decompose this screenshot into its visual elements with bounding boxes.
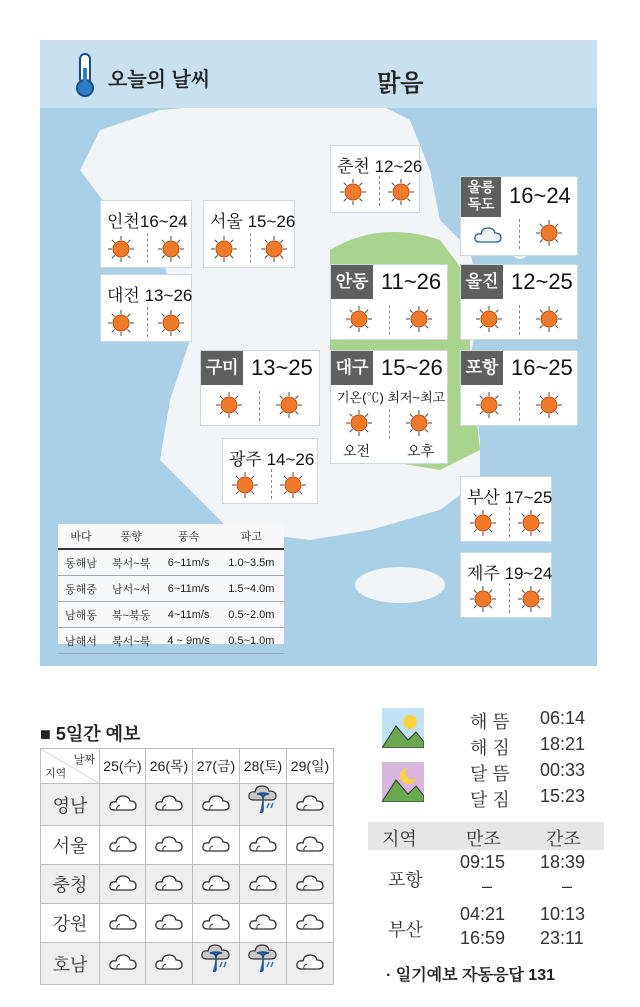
tide-low: 10:13 <box>540 904 586 924</box>
forecast-region: 영남 <box>41 784 100 826</box>
region-name: 대전 <box>107 286 140 305</box>
region-tag: 대구 <box>331 351 373 385</box>
temp-range: 13~25 <box>251 355 313 380</box>
region-card-busan <box>460 476 552 542</box>
sea-row <box>58 628 284 654</box>
divider <box>250 233 251 263</box>
temp-range: 16~24 <box>139 212 188 231</box>
tide-high: 04:21 <box>460 904 506 924</box>
region-card-daejeon <box>100 274 192 342</box>
moonrise-time: 00:33 <box>540 760 586 780</box>
temp-range: 13~26 <box>144 286 193 305</box>
sea-cell: 4 ~ 9m/s <box>158 628 218 654</box>
region-tag: 울릉 독도 <box>461 177 501 217</box>
cloud-icon <box>146 784 193 826</box>
divider <box>379 176 380 206</box>
region-card-pohang <box>460 350 578 426</box>
cloud-icon <box>100 826 146 865</box>
cloud-icon <box>193 784 240 826</box>
sun-icon <box>405 409 433 437</box>
sea-row <box>58 549 284 576</box>
tide-high: 09:15 <box>460 852 506 872</box>
temp-range: 15~26 <box>381 355 443 380</box>
tide-header-region: 지역 <box>382 829 417 849</box>
region-tag: 안동 <box>331 265 373 299</box>
date-header: 28(토) <box>240 749 287 784</box>
temp-range: 17~25 <box>504 488 553 507</box>
divider <box>147 307 148 337</box>
forecast-title: ■ 5일간 예보 <box>40 724 141 744</box>
region-card-gumi <box>200 350 320 426</box>
cloud-icon <box>146 904 193 943</box>
sun-icon <box>387 178 415 206</box>
sun-icon <box>535 219 563 247</box>
sea-row <box>58 602 284 628</box>
cloud-icon <box>100 943 146 985</box>
cloud-icon <box>240 865 287 904</box>
sunrise-icon <box>382 708 424 748</box>
temp-range: 14~26 <box>266 450 315 469</box>
forecast-region: 서울 <box>41 826 100 865</box>
date-header: 27(금) <box>193 749 240 784</box>
tide-high: 16:59 <box>460 928 506 948</box>
sunset-label: 해 짐 <box>470 738 510 758</box>
divider <box>519 305 520 335</box>
forecast-row <box>41 904 334 943</box>
forecast-table <box>40 748 334 985</box>
sun-icon <box>517 509 545 537</box>
sea-cell: 1.0~3.5m <box>219 549 284 576</box>
region-card-jeju <box>460 552 552 618</box>
pm-label: 오후 <box>407 443 435 459</box>
sun-icon <box>345 305 373 333</box>
sea-header: 파고 <box>219 524 284 549</box>
forecast-row <box>41 943 334 985</box>
tide-header-low: 간조 <box>546 829 581 849</box>
temp-range: 12~25 <box>511 269 573 294</box>
divider <box>509 507 510 537</box>
divider <box>389 409 390 439</box>
forecast-region: 강원 <box>41 904 100 943</box>
sun-icon <box>339 178 367 206</box>
sun-icon <box>517 585 545 613</box>
sun-icon <box>231 471 259 499</box>
date-header: 29(일) <box>287 749 334 784</box>
sun-icon <box>475 305 503 333</box>
sun-icon <box>275 391 303 419</box>
sun-icon <box>405 305 433 333</box>
divider <box>519 391 520 421</box>
sea-row <box>58 576 284 602</box>
sun-icon <box>157 235 185 263</box>
divider <box>519 219 520 249</box>
region-tag: 울진 <box>461 265 503 299</box>
tide-region-busan: 부산 <box>388 920 423 940</box>
region-name: 부산 <box>467 488 500 507</box>
temp-range: 12~26 <box>374 157 423 176</box>
region-card-gwangju <box>222 438 318 504</box>
sea-cell: 동해남 <box>58 549 104 576</box>
cloud-icon <box>287 943 334 985</box>
sun-icon <box>107 235 135 263</box>
moonrise-icon <box>382 762 424 802</box>
sea-header: 풍향 <box>104 524 159 549</box>
cloud-icon <box>146 943 193 985</box>
forecast-region: 충청 <box>41 865 100 904</box>
temp-range: 11~26 <box>381 269 442 294</box>
sea-cell: 북서~북 <box>104 628 159 654</box>
divider <box>259 391 260 421</box>
sea-header: 바다 <box>58 524 104 549</box>
cloud-icon <box>287 904 334 943</box>
cloud-icon <box>146 826 193 865</box>
sea-cell: 0.5~2.0m <box>219 602 284 628</box>
region-name: 제주 <box>467 564 500 583</box>
sea-cell: 6~11m/s <box>158 576 218 602</box>
divider <box>509 583 510 613</box>
cloud-icon <box>240 904 287 943</box>
tide-high: – <box>482 876 493 896</box>
sun-icon <box>157 309 185 337</box>
cloud-icon <box>473 223 503 245</box>
region-card-ulleung <box>460 176 578 256</box>
region-name: 춘천 <box>337 157 370 176</box>
region-name: 광주 <box>229 450 262 469</box>
temp-legend-note: 기온(℃) 최저~최고 <box>337 390 446 405</box>
sea-cell: 남서~서 <box>104 576 159 602</box>
cloud-icon <box>287 865 334 904</box>
sun-icon <box>475 391 503 419</box>
cloud-icon <box>287 826 334 865</box>
thermometer-icon <box>72 52 98 98</box>
cloud-icon <box>287 784 334 826</box>
sea-cell: 1.5~4.0m <box>219 576 284 602</box>
forecast-row <box>41 784 334 826</box>
divider <box>389 305 390 335</box>
region-tag: 구미 <box>201 351 243 385</box>
temp-range: 15~26 <box>247 212 296 231</box>
sea-cell: 남해동 <box>58 602 104 628</box>
date-header: 25(수) <box>100 749 146 784</box>
cloud-icon <box>146 865 193 904</box>
corner-bottom-label: 지역 <box>45 768 67 780</box>
corner-cell <box>41 749 100 784</box>
temp-range: 16~25 <box>511 355 573 380</box>
sunset-time: 18:21 <box>540 734 586 754</box>
cloud-icon <box>100 865 146 904</box>
tide-low: – <box>562 876 573 896</box>
forecast-row <box>41 865 334 904</box>
cloud-icon <box>240 826 287 865</box>
sunrise-time: 06:14 <box>540 708 586 728</box>
sun-icon <box>535 391 563 419</box>
tide-low: 23:11 <box>540 928 584 948</box>
divider <box>147 233 148 263</box>
tide-header-high: 만조 <box>466 829 501 849</box>
cloud-icon <box>193 865 240 904</box>
sun-icon <box>469 585 497 613</box>
sea-cell: 북서~북 <box>104 549 159 576</box>
moonset-label: 달 짐 <box>470 790 510 810</box>
region-card-incheon <box>100 200 192 268</box>
sea-cell: 6~11m/s <box>158 549 218 576</box>
sea-cell: 북~북동 <box>104 602 159 628</box>
date-header: 26(목) <box>146 749 193 784</box>
divider <box>271 469 272 499</box>
cloud-icon <box>193 904 240 943</box>
sea-cell: 남해서 <box>58 628 104 654</box>
cloud-icon <box>100 904 146 943</box>
rain-cloud-icon <box>240 784 287 826</box>
sun-icon <box>107 309 135 337</box>
region-card-seoul <box>203 200 295 268</box>
rain-cloud-icon <box>193 943 240 985</box>
sun-icon <box>279 471 307 499</box>
region-card-andong <box>330 264 448 340</box>
footer-hotline: · 일기예보 자동응답 131 <box>386 967 556 984</box>
region-card-chuncheon <box>330 145 423 213</box>
cloud-icon <box>193 826 240 865</box>
sunrise-label: 해 뜸 <box>470 712 510 732</box>
am-label: 오전 <box>343 443 371 459</box>
region-name: 인천 <box>107 212 140 231</box>
sun-icon <box>535 305 563 333</box>
sun-icon <box>469 509 497 537</box>
sun-icon <box>345 409 373 437</box>
forecast-region: 호남 <box>41 943 100 985</box>
region-card-uljin <box>460 264 578 340</box>
moonrise-label: 달 뜸 <box>470 764 510 784</box>
rain-cloud-icon <box>240 943 287 985</box>
sea-cell: 동해중 <box>58 576 104 602</box>
page-title: 오늘의 날씨 <box>108 69 211 91</box>
sea-cell: 0.5~1.0m <box>219 628 284 654</box>
weather-condition: 맑음 <box>377 70 424 97</box>
sun-icon <box>210 235 238 263</box>
moonset-time: 15:23 <box>540 786 586 806</box>
forecast-row <box>41 826 334 865</box>
region-name: 서울 <box>210 212 243 231</box>
region-tag: 포항 <box>461 351 503 385</box>
tide-low: 18:39 <box>540 852 586 872</box>
sun-icon <box>260 235 288 263</box>
tide-region-pohang: 포항 <box>388 870 423 890</box>
sea-cell: 4~11m/s <box>158 602 218 628</box>
temp-range: 19~24 <box>504 564 553 583</box>
sea-conditions-table <box>58 524 284 648</box>
region-card-daegu <box>330 350 448 464</box>
temp-range: 16~24 <box>509 183 571 208</box>
sea-header: 풍속 <box>158 524 218 549</box>
corner-top-label: 날짜 <box>73 754 95 766</box>
cloud-icon <box>100 784 146 826</box>
sun-icon <box>215 391 243 419</box>
